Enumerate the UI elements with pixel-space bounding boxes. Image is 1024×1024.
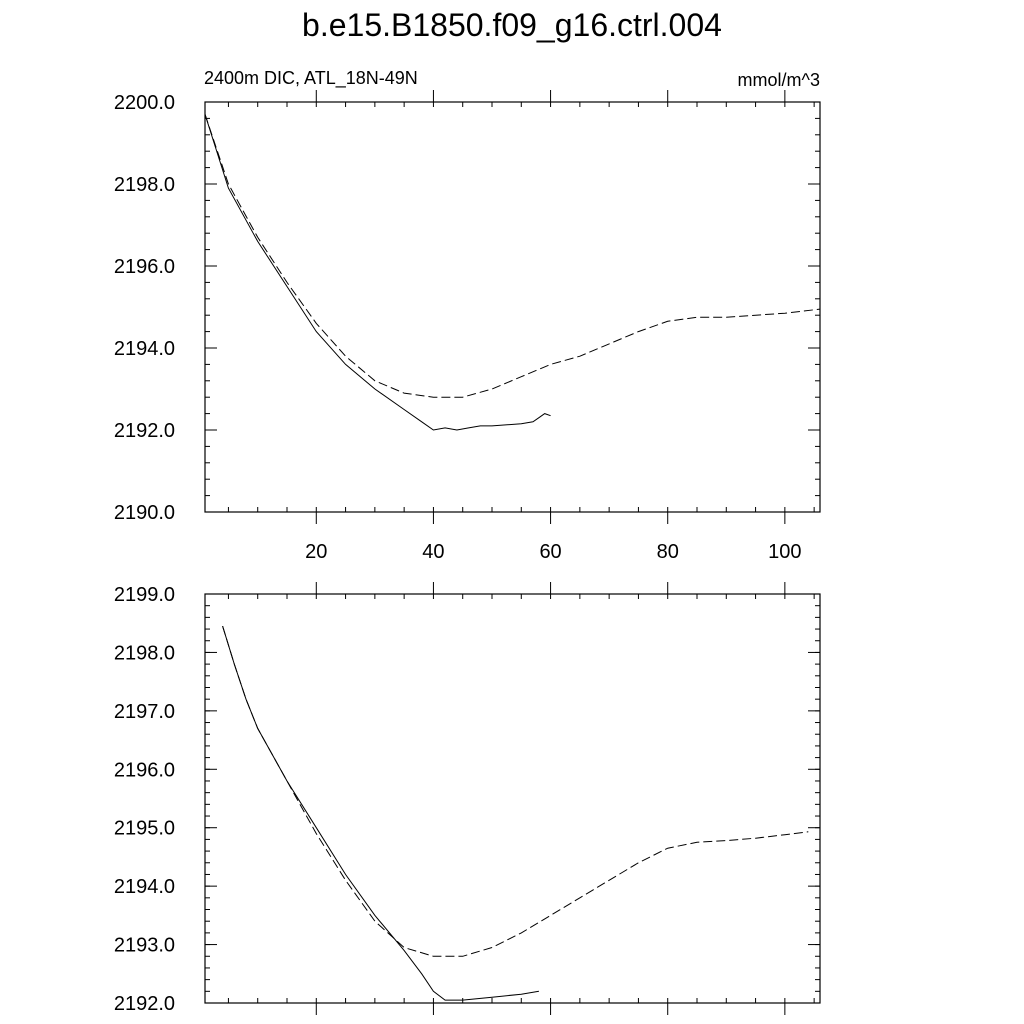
dashed-series-line <box>223 626 809 956</box>
top-panel-right-label: mmol/m^3 <box>737 70 820 90</box>
y-tick-label: 2193.0 <box>113 934 175 957</box>
y-tick-label: 2192.0 <box>113 420 175 442</box>
y-tick-label: 2198.0 <box>113 174 175 196</box>
x-tick-label: 20 <box>305 541 328 563</box>
y-tick-label: 2190.0 <box>113 502 175 524</box>
x-tick-label: 60 <box>539 541 562 563</box>
x-tick-label: 80 <box>656 541 679 563</box>
x-tick-label: 100 <box>768 541 802 563</box>
top-panel-left-label: 2400m DIC, ATL_18N-49N <box>204 68 418 88</box>
y-tick-label: 2197.0 <box>113 700 175 723</box>
solid-series-line <box>205 114 551 430</box>
x-tick-label: 40 <box>422 541 445 563</box>
y-tick-label: 2194.0 <box>113 338 175 360</box>
y-tick-label: 2196.0 <box>113 256 175 278</box>
dashed-series-line <box>205 114 820 397</box>
y-tick-label: 2200.0 <box>113 92 175 114</box>
plot-frame <box>205 102 820 512</box>
top-panel <box>114 68 820 563</box>
y-tick-label: 2198.0 <box>113 642 175 665</box>
y-tick-label: 2199.0 <box>113 584 175 606</box>
y-tick-label: 2192.0 <box>113 993 175 1015</box>
bottom-panel <box>114 582 820 1015</box>
y-tick-label: 2194.0 <box>113 876 175 899</box>
figure-title: b.e15.B1850.f09_g16.ctrl.004 <box>302 7 722 43</box>
solid-series-line <box>223 626 539 1000</box>
y-tick-label: 2195.0 <box>113 817 175 840</box>
y-tick-label: 2196.0 <box>113 759 175 782</box>
